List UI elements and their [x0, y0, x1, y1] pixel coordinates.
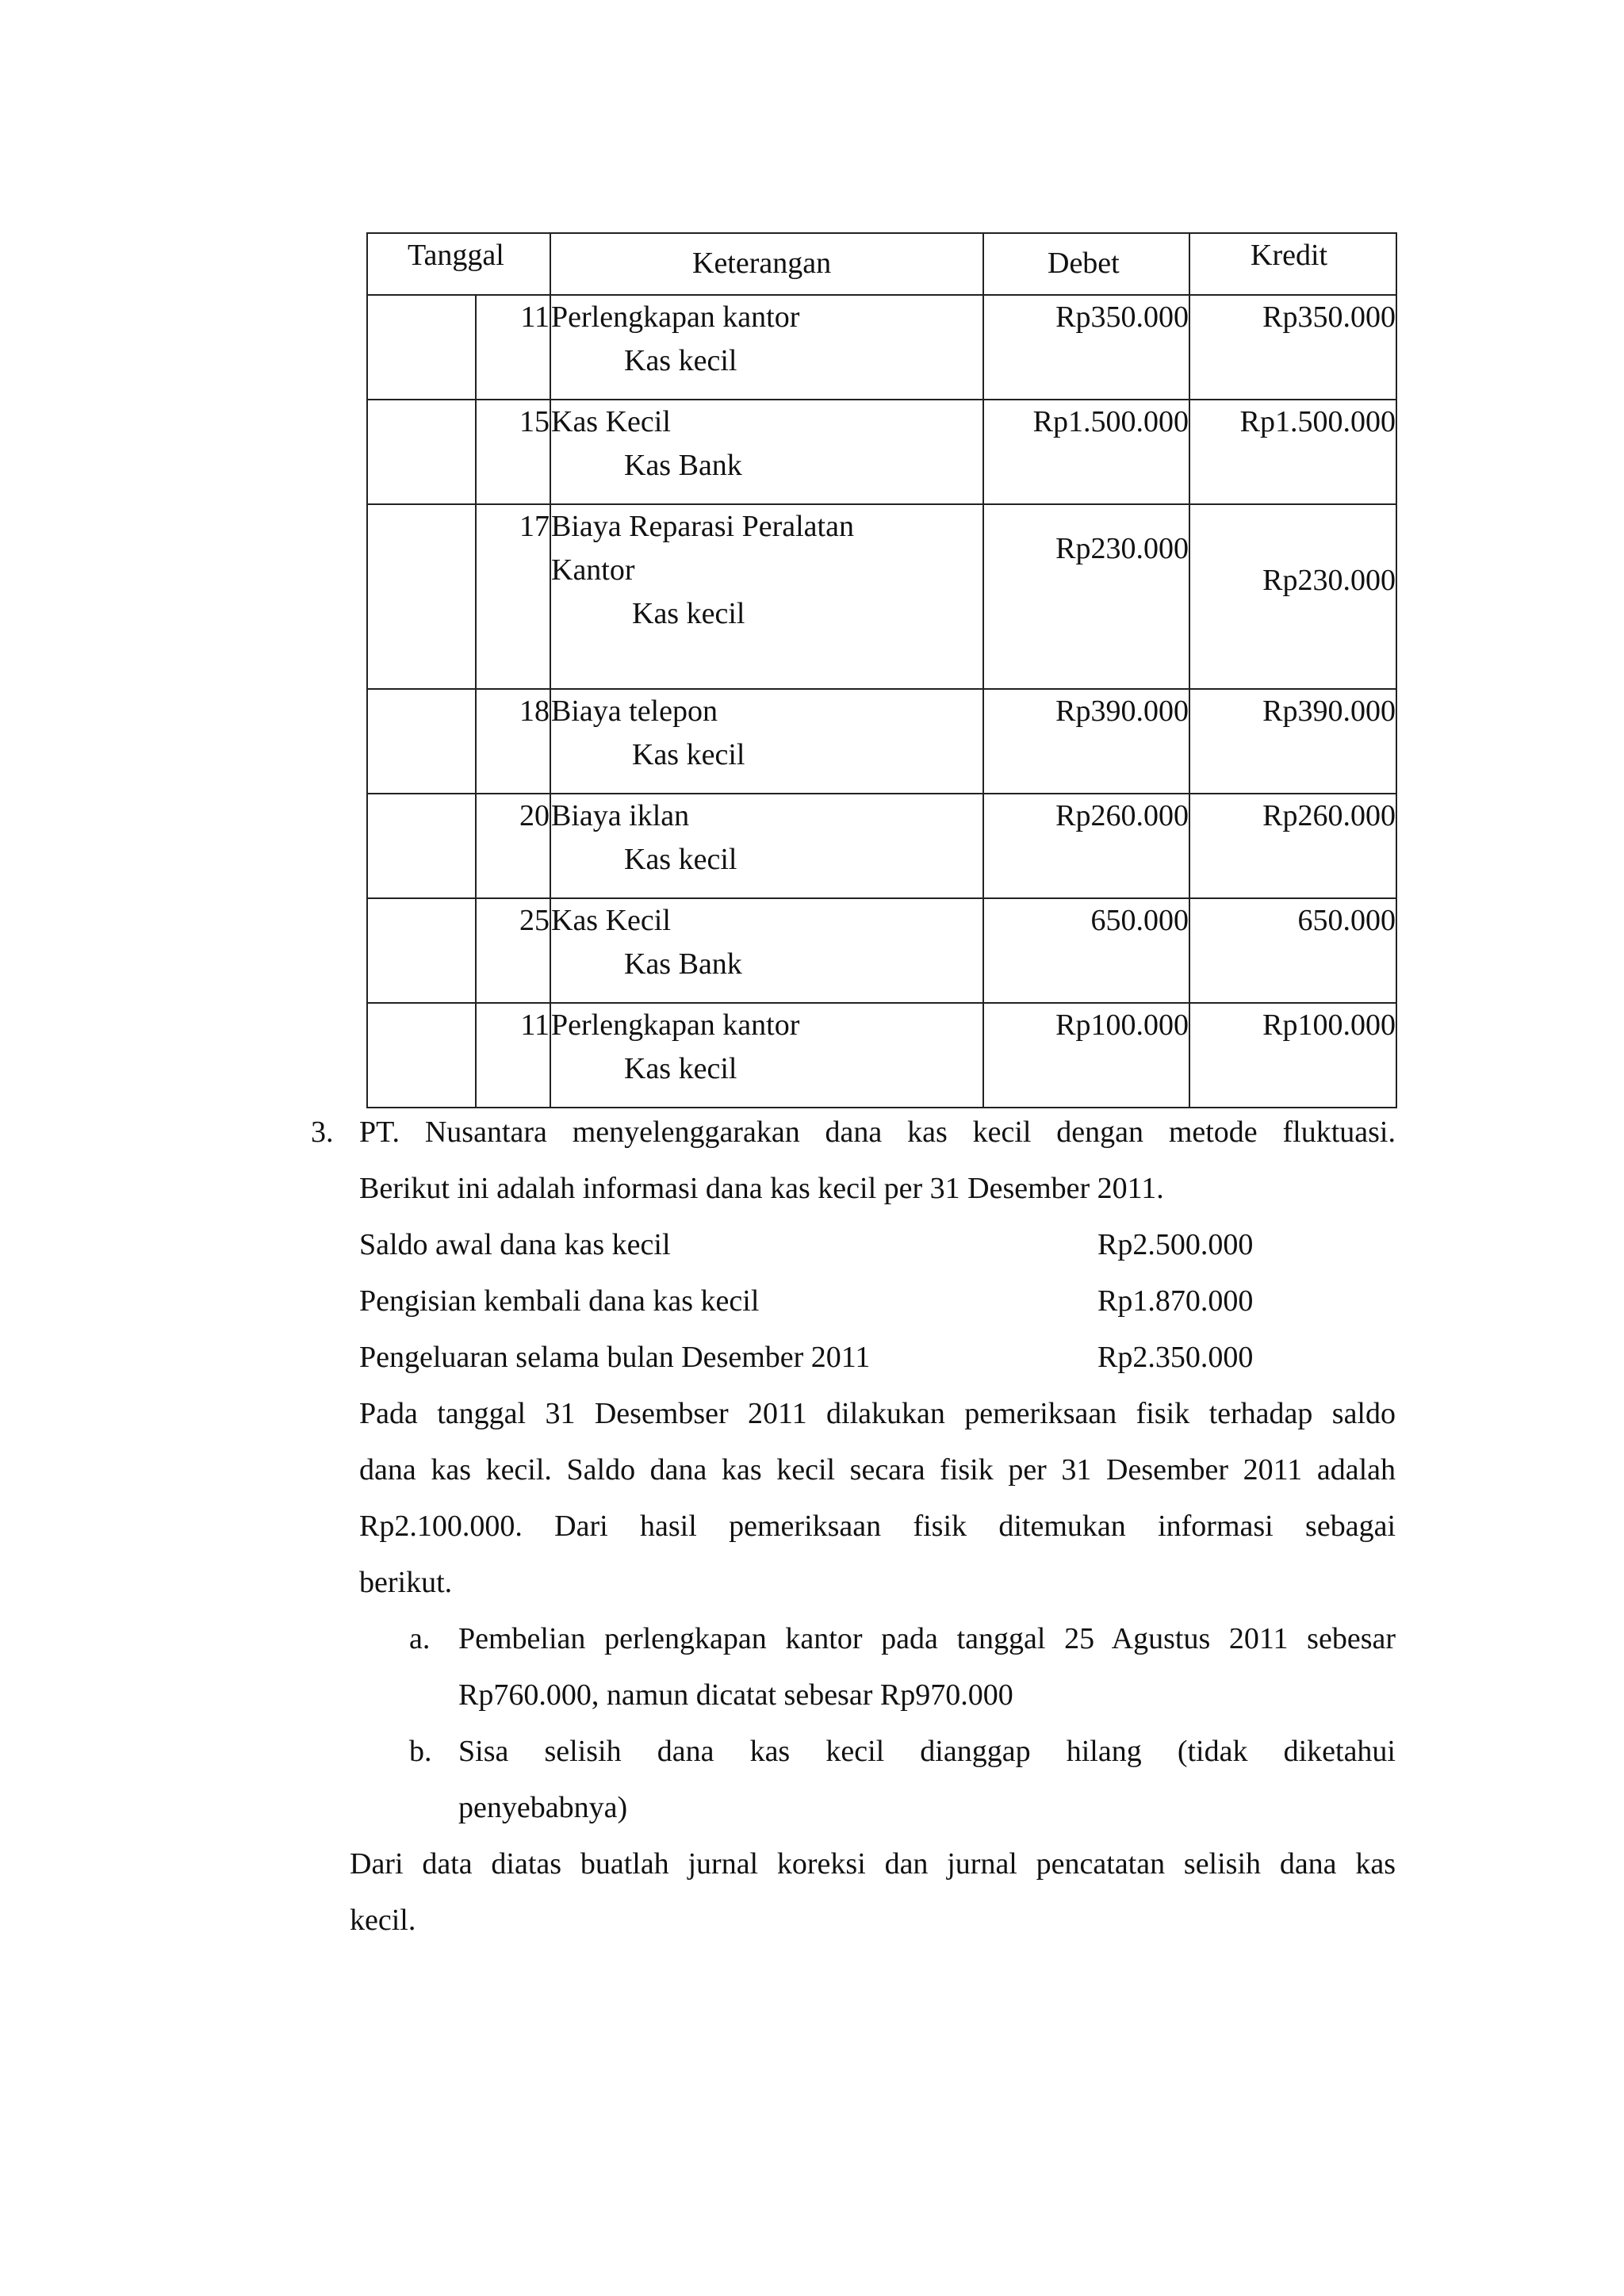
table-row	[367, 689, 1396, 794]
credit-account: Kas kecil	[632, 738, 745, 771]
month-cell	[367, 400, 476, 504]
sub-item-a-line-2: Rp760.000, namun dicatat sebesar Rp970.000	[458, 1678, 1013, 1712]
item-label: Pengisian kembali dana kas kecil	[359, 1284, 760, 1318]
day-cell: 15	[476, 400, 550, 504]
day-cell: 17	[476, 504, 550, 689]
month-cell	[367, 295, 476, 400]
kredit-cell: Rp230.000	[1189, 504, 1396, 689]
credit-account: Kas kecil	[632, 597, 745, 630]
description-cell	[550, 794, 983, 898]
description-cell	[550, 400, 983, 504]
day-cell: 20	[476, 794, 550, 898]
kredit-cell: Rp390.000	[1189, 689, 1396, 794]
day-cell: 11	[476, 1003, 550, 1108]
description-cell	[550, 1003, 983, 1108]
table-row	[367, 794, 1396, 898]
credit-account: Kas Bank	[624, 449, 742, 482]
item-value: Rp2.350.000	[1097, 1341, 1254, 1374]
header-tanggal: Tanggal	[367, 233, 550, 295]
month-cell	[367, 898, 476, 1003]
debit-account: Biaya telepon	[551, 695, 718, 728]
sub-item-a-line-1: Pembelian perlengkapan kantor pada tanggal 25 Agustus 2011 sebesar	[458, 1622, 1396, 1655]
kredit-cell: 650.000	[1189, 898, 1396, 1003]
sub-item-b-label: b.	[409, 1735, 432, 1768]
month-cell	[367, 504, 476, 689]
paragraph-line-4: berikut.	[359, 1566, 453, 1599]
sub-item-b-line-1: Sisa selisih dana kas kecil dianggap hilang (tidak diketahui	[458, 1735, 1396, 1768]
question-number: 3.	[311, 1115, 334, 1149]
day-cell: 18	[476, 689, 550, 794]
table-row	[367, 898, 1396, 1003]
item-label: Pengeluaran selama bulan Desember 2011	[359, 1341, 871, 1374]
debet-cell: Rp390.000	[983, 689, 1189, 794]
kredit-cell: Rp1.500.000	[1189, 400, 1396, 504]
table-row	[367, 295, 1396, 400]
paragraph-line-1: Pada tanggal 31 Desembser 2011 dilakukan pemeriksaan fisik terhadap saldo	[359, 1397, 1396, 1430]
credit-account: Kas Bank	[624, 947, 742, 981]
closing-line-1: Dari data diatas buatlah jurnal koreksi dan jurnal pencatatan selisih dana kas	[350, 1847, 1396, 1881]
debit-account-line1: Biaya Reparasi Peralatan	[551, 510, 854, 543]
debet-cell: Rp230.000	[983, 504, 1189, 689]
table-row	[367, 400, 1396, 504]
kredit-cell: Rp350.000	[1189, 295, 1396, 400]
debet-cell: Rp350.000	[983, 295, 1189, 400]
table-row	[367, 504, 1396, 689]
journal-table	[366, 232, 1397, 1108]
kredit-cell: Rp100.000	[1189, 1003, 1396, 1108]
description-cell	[550, 689, 983, 794]
debit-account-line2: Kantor	[551, 553, 635, 587]
item-value: Rp2.500.000	[1097, 1228, 1254, 1261]
paragraph-line-3: Rp2.100.000. Dari hasil pemeriksaan fisik ditemukan informasi sebagai	[359, 1510, 1396, 1543]
description-cell	[550, 898, 983, 1003]
debit-account: Kas Kecil	[551, 405, 671, 438]
month-cell	[367, 689, 476, 794]
description-cell	[550, 504, 983, 689]
day-cell: 11	[476, 295, 550, 400]
month-cell	[367, 794, 476, 898]
table-header-row	[367, 233, 1396, 295]
debit-account: Kas Kecil	[551, 904, 671, 937]
debet-cell: Rp100.000	[983, 1003, 1189, 1108]
description-cell	[550, 295, 983, 400]
intro-line-1: PT. Nusantara menyelenggarakan dana kas kecil dengan metode fluktuasi.	[359, 1115, 1396, 1149]
sub-item-a-label: a.	[409, 1622, 431, 1655]
debet-cell: 650.000	[983, 898, 1189, 1003]
paragraph-line-2: dana kas kecil. Saldo dana kas kecil secara fisik per 31 Desember 2011 adalah	[359, 1453, 1396, 1487]
day-cell: 25	[476, 898, 550, 1003]
debit-account: Biaya iklan	[551, 799, 690, 832]
month-cell	[367, 1003, 476, 1108]
table-row	[367, 1003, 1396, 1108]
closing-line-2: kecil.	[350, 1904, 416, 1937]
credit-account: Kas kecil	[624, 344, 737, 377]
debit-account: Perlengkapan kantor	[551, 300, 800, 334]
credit-account: Kas kecil	[624, 1052, 737, 1085]
debet-cell: Rp260.000	[983, 794, 1189, 898]
item-label: Saldo awal dana kas kecil	[359, 1228, 671, 1261]
debit-account: Perlengkapan kantor	[551, 1008, 800, 1042]
kredit-cell: Rp260.000	[1189, 794, 1396, 898]
header-keterangan: Keterangan	[550, 233, 983, 295]
credit-account: Kas kecil	[624, 843, 737, 876]
header-kredit: Kredit	[1189, 233, 1396, 295]
debet-cell: Rp1.500.000	[983, 400, 1189, 504]
intro-line-2: Berikut ini adalah informasi dana kas kecil per 31 Desember 2011.	[359, 1172, 1164, 1205]
sub-item-b-line-2: penyebabnya)	[458, 1791, 628, 1824]
item-value: Rp1.870.000	[1097, 1284, 1254, 1318]
header-debet: Debet	[983, 233, 1189, 295]
